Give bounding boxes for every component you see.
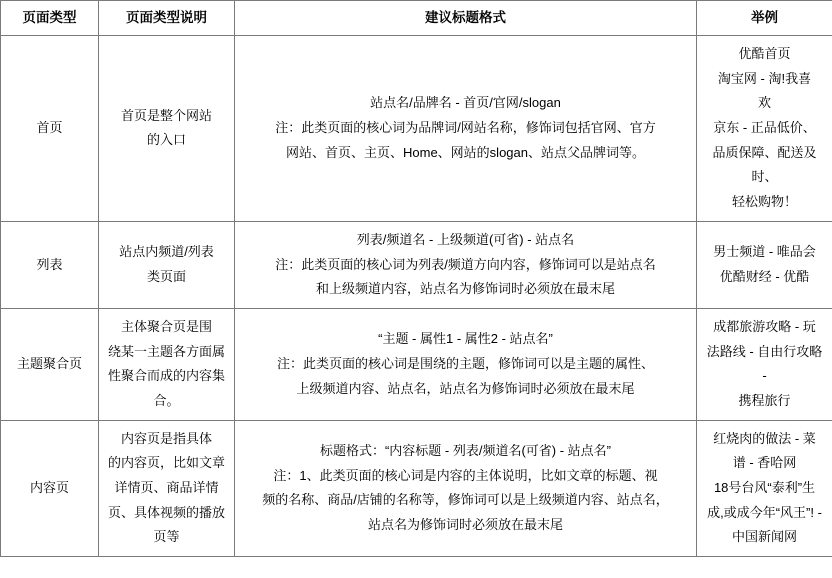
table-row (1, 420, 832, 556)
table-header (1, 1, 832, 36)
cell-page-type: 列表 (1, 221, 99, 308)
cell-example: 男士频道 - 唯品会 优酷财经 - 优酷 (697, 221, 832, 308)
cell-title-format: 标题格式：“内容标题 - 列表/频道名(可省) - 站点名” 注：1、此类页面的核心词是内容的主体说明，比如文章的标题、视 频的名称、商品/店铺的名称等，修饰词可以是上级频道内容、站点名， 站点名为修饰词时必须放在最末尾 (235, 420, 697, 556)
table-row (1, 36, 832, 222)
cell-title-format: 列表/频道名 - 上级频道(可省) - 站点名 注：此类页面的核心词为列表/频道方向内容，修饰词可以是站点名 和上级频道内容，站点名为修饰词时必须放在最末尾 (235, 221, 697, 308)
column-header-example: 举例 (697, 1, 832, 36)
column-header-page-type-desc: 页面类型说明 (99, 1, 235, 36)
cell-page-type: 首页 (1, 36, 99, 222)
cell-example: 成都旅游攻略 - 玩 法路线 - 自由行攻略 - 携程旅行 (697, 308, 832, 420)
column-header-suggested-title-format: 建议标题格式 (235, 1, 697, 36)
cell-example: 红烧肉的做法 - 菜 谱 - 香哈网 18号台风“泰利”生 成,或成今年“风王”! - 中国新闻网 (697, 420, 832, 556)
cell-example: 优酷首页 淘宝网 - 淘!我喜 欢 京东 - 正品低价、 品质保障、配送及时、 轻松购物！ (697, 36, 832, 222)
cell-page-type-desc: 站点内频道/列表 类页面 (99, 221, 235, 308)
table-body (1, 36, 832, 557)
cell-page-type-desc: 首页是整个网站 的入口 (99, 36, 235, 222)
cell-page-type-desc: 主体聚合页是围 绕某一主题各方面属 性聚合而成的内容集 合。 (99, 308, 235, 420)
table-row (1, 221, 832, 308)
cell-title-format: “主题 - 属性1 - 属性2 - 站点名” 注：此类页面的核心词是围绕的主题，修饰词可以是主题的属性、 上级频道内容、站点名，站点名为修饰词时必须放在最末尾 (235, 308, 697, 420)
column-header-page-type: 页面类型 (1, 1, 99, 36)
cell-title-format: 站点名/品牌名 - 首页/官网/slogan 注：此类页面的核心词为品牌词/网站名称，修饰词包括官网、官方 网站、首页、主页、Home、网站的slogan、站点父品牌词等。 (235, 36, 697, 222)
table-row (1, 308, 832, 420)
cell-page-type: 内容页 (1, 420, 99, 556)
table-header-row (1, 1, 832, 36)
cell-page-type-desc: 内容页是指具体 的内容页，比如文章 详情页、商品详情 页、具体视频的播放 页等 (99, 420, 235, 556)
cell-page-type: 主题聚合页 (1, 308, 99, 420)
